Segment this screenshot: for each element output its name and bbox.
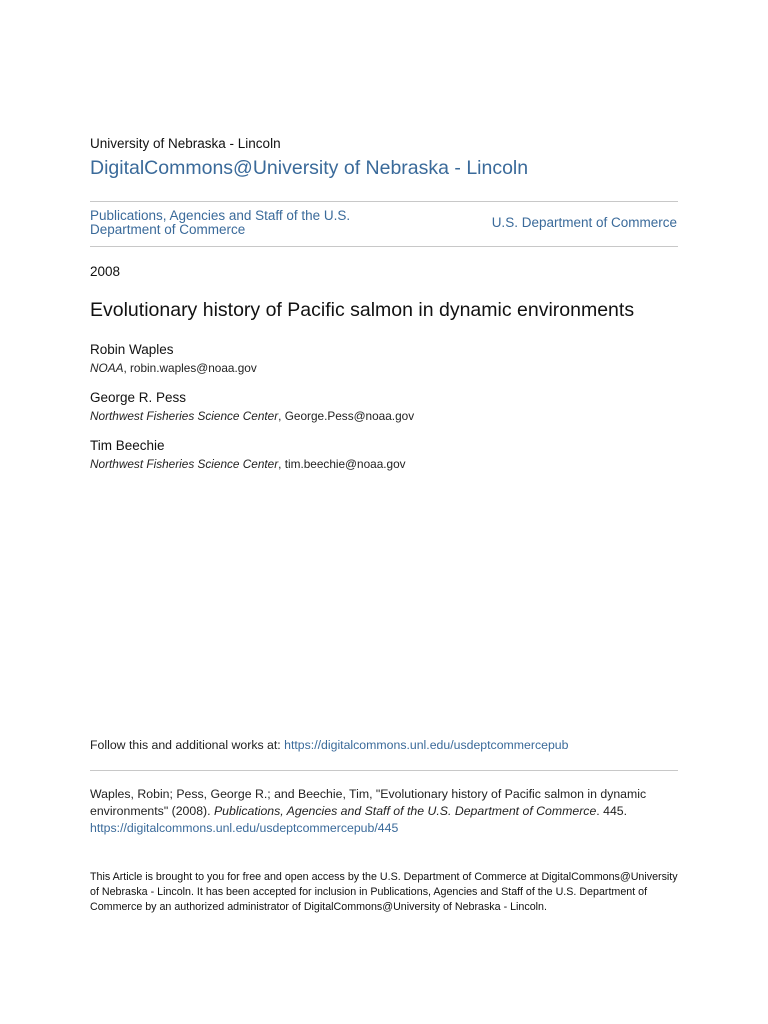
author-email: tim.beechie@noaa.gov <box>284 457 406 471</box>
article-title: Evolutionary history of Pacific salmon in dynamic environments <box>90 299 635 321</box>
author-affiliation-line: NOAA, robin.waples@noaa.gov <box>90 361 257 375</box>
citation-divider <box>90 770 678 771</box>
author-name: Robin Waples <box>90 342 174 357</box>
author-affiliation: NOAA <box>90 361 124 375</box>
follow-text: Follow this and additional works at: <box>90 738 285 752</box>
collection-link[interactable]: Publications, Agencies and Staff of the U.S. Department of Commerce <box>90 208 351 237</box>
author-block <box>90 342 257 376</box>
author-name: Tim Beechie <box>90 438 165 453</box>
author-affiliation: Northwest Fisheries Science Center <box>90 457 279 471</box>
follow-line <box>90 738 568 752</box>
author-affiliation-line: Northwest Fisheries Science Center, tim.beechie@noaa.gov <box>90 457 406 471</box>
author-name: George R. Pess <box>90 390 187 405</box>
citation-journal: Publications, Agencies and Staff of the U.S. Department of Commerce <box>213 804 597 818</box>
article-url-link[interactable]: https://digitalcommons.unl.edu/usdeptcommercepub/445 <box>90 821 399 835</box>
author-email: George.Pess@noaa.gov <box>284 409 415 423</box>
publication-year: 2008 <box>90 264 121 279</box>
citation-number: . 445. <box>596 804 628 818</box>
author-email: robin.waples@noaa.gov <box>130 361 257 375</box>
top-divider <box>90 201 678 202</box>
department-link[interactable]: U.S. Department of Commerce <box>491 215 677 230</box>
access-notice: This Article is brought to you for free and open access by the U.S. Department of Commerce at DigitalCommons@University of Nebraska - Lincoln. It has been accepted for inclusion in Publications, Agencies and Staff of the U.S. Department of Commerce by an authorized administrator of DigitalCommons@University of Nebraska - Lincoln. <box>90 871 678 913</box>
collection-url-link[interactable]: https://digitalcommons.unl.edu/usdeptcommercepub <box>284 738 569 752</box>
institution-name: University of Nebraska - Lincoln <box>90 136 281 151</box>
recommended-citation <box>90 786 670 837</box>
author-block <box>90 390 414 424</box>
author-affiliation: Northwest Fisheries Science Center <box>90 409 279 423</box>
repository-link[interactable]: DigitalCommons@University of Nebraska - Lincoln <box>90 157 529 179</box>
author-block <box>90 438 406 472</box>
collection-divider <box>90 246 678 247</box>
citation-text: Waples, Robin; Pess, George R.; and Beechie, Tim, "Evolutionary history of Pacific salmon in dynamic environments" (2008). <box>90 787 647 818</box>
author-affiliation-line: Northwest Fisheries Science Center, George.Pess@noaa.gov <box>90 409 415 423</box>
